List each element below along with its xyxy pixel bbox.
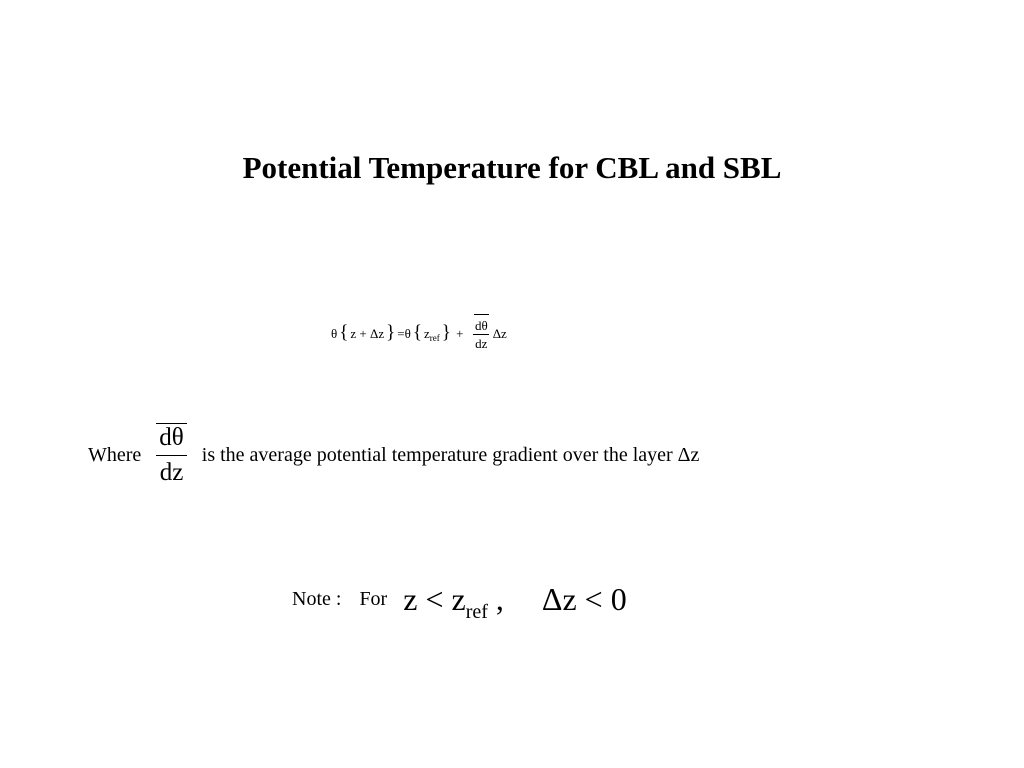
- gradient-fraction: [473, 317, 490, 352]
- fraction-numerator: dθ: [474, 317, 488, 333]
- delta-z: Δz: [369, 326, 385, 341]
- plus-sign: +: [359, 326, 367, 341]
- z-var: z: [350, 326, 357, 341]
- condition-comma: ,: [495, 580, 504, 617]
- right-brace-2: }: [441, 322, 451, 343]
- where-fraction-denominator: dz: [156, 455, 188, 490]
- plus-sign-2: +: [456, 326, 464, 341]
- note-for: For: [359, 587, 388, 610]
- condition-expression: [403, 580, 627, 623]
- right-brace: }: [386, 322, 396, 343]
- z-ref-subscript: ref: [429, 333, 440, 343]
- fraction-denominator: dz: [475, 335, 488, 351]
- delta-z-tail: Δz: [492, 326, 507, 341]
- left-brace-2: {: [412, 322, 422, 343]
- condition-1: z < z: [403, 580, 466, 617]
- where-definition: [88, 410, 699, 500]
- condition-2: Δz < 0: [541, 580, 627, 617]
- note-label: Note :: [292, 587, 342, 610]
- potential-temperature-equation: [331, 310, 507, 358]
- equals-sign: =: [397, 326, 405, 341]
- note-line: [292, 575, 627, 623]
- where-fraction-numerator: dθ: [155, 421, 187, 455]
- slide-title: Potential Temperature for CBL and SBL: [242, 150, 782, 185]
- where-label: Where: [88, 443, 142, 466]
- where-fraction: [155, 421, 187, 490]
- theta-symbol: θ: [331, 326, 338, 341]
- left-brace: {: [339, 322, 349, 343]
- where-text: is the average potential temperature gradient over the layer Δz: [201, 443, 700, 466]
- theta-symbol-2: θ: [404, 326, 411, 341]
- condition-1-subscript: ref: [465, 600, 488, 623]
- z-ref-base: z: [423, 326, 430, 341]
